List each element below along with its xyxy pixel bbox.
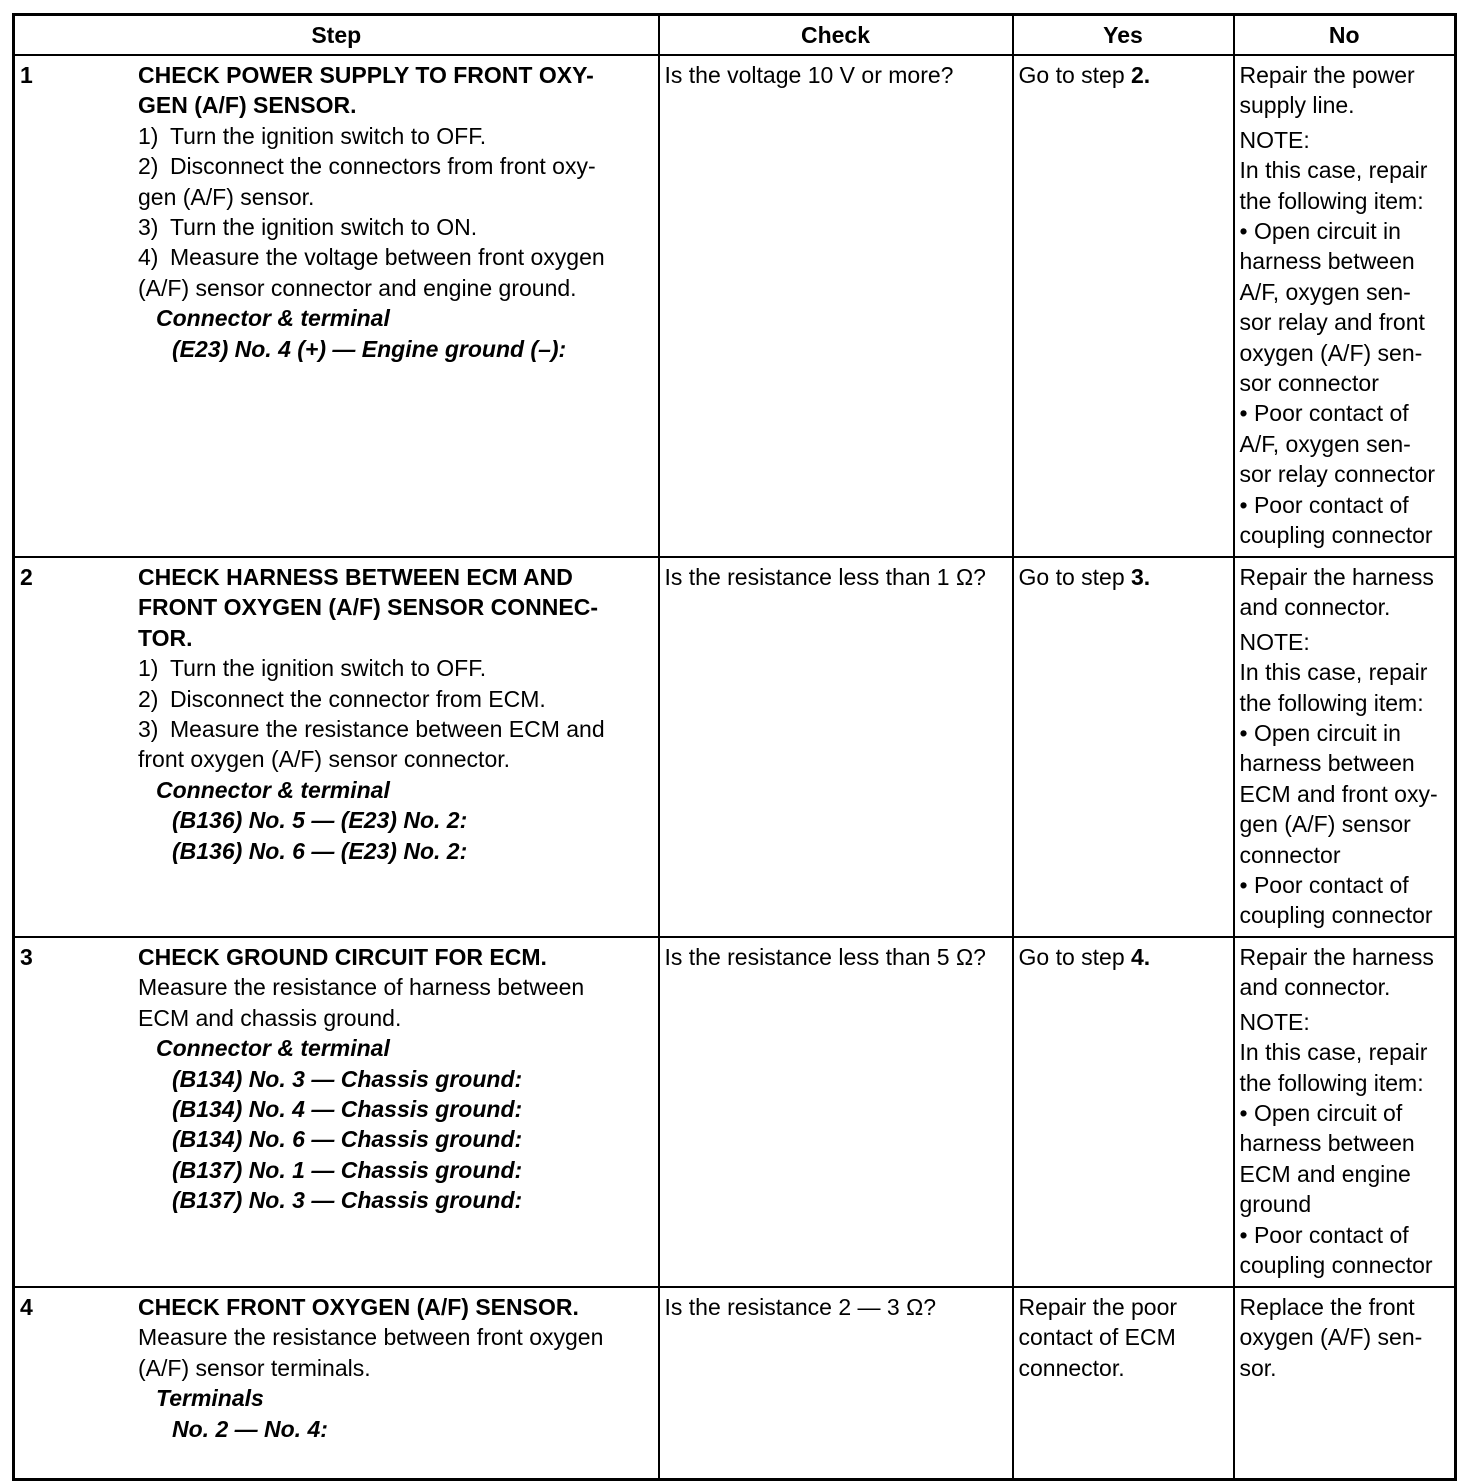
step-instruction-line: ECM and chassis ground. [138,1004,402,1031]
yes-step-ref: 4. [1131,944,1151,970]
table-row [14,55,1456,557]
note-line: harness between [1239,1130,1415,1157]
yes-cell [1013,937,1234,1287]
check-cell: Is the resistance 2 — 3 Ω? [659,1287,1013,1480]
step-instruction-line: Measure the resistance between front oxygen [138,1324,604,1351]
yes-text: Go to step [1018,944,1132,970]
check-cell: Is the resistance less than 5 Ω? [659,937,1013,1287]
terminal-spec: (B134) No. 4 — Chassis ground: [172,1096,523,1123]
note-line: harness between [1239,248,1415,275]
table-row [14,557,1456,937]
note-label: NOTE: [1239,1008,1310,1035]
header-yes: Yes [1013,15,1234,56]
note-line: sor relay and front [1239,309,1425,336]
table-row [14,1287,1456,1480]
note-line: In this case, repair [1239,1039,1428,1066]
header-row [14,15,1456,56]
no-line: Repair the power [1239,62,1415,88]
note-line: • Poor contact of [1239,400,1409,427]
no-line: oxygen (A/F) sen- [1239,1324,1423,1351]
no-line: and connector. [1239,594,1391,621]
step-instruction-line: (A/F) sensor connector and engine ground. [138,274,577,301]
note-label: NOTE: [1239,126,1310,153]
note-line: sor relay connector [1239,461,1436,488]
step-instruction-line: front oxygen (A/F) sensor connector. [138,746,511,773]
note-line: A/F, oxygen sen- [1239,430,1411,457]
step-title-line: FRONT OXYGEN (A/F) SENSOR CONNEC- [138,594,599,621]
step-title-line: GEN (A/F) SENSOR. [138,92,357,119]
step-cell [14,557,659,937]
no-cell [1234,55,1456,557]
no-cell [1234,557,1456,937]
check-cell: Is the voltage 10 V or more? [659,55,1013,557]
step-cell [14,937,659,1287]
step-number: 3 [20,944,33,970]
step-title-line: CHECK POWER SUPPLY TO FRONT OXY- [138,62,594,88]
yes-cell [1013,55,1234,557]
no-line: sor. [1239,1354,1277,1381]
connector-label: Connector & terminal [156,776,390,803]
note-line: the following item: [1239,187,1424,214]
yes-cell [1013,557,1234,937]
no-line: Replace the front [1239,1294,1415,1320]
note-line: ground [1239,1191,1312,1218]
step-cell [14,55,659,557]
header-no: No [1234,15,1456,56]
terminal-spec: (B134) No. 6 — Chassis ground: [172,1126,523,1153]
note-line: • Open circuit in [1239,720,1401,747]
note-line: coupling connector [1239,902,1433,929]
header-check: Check [659,15,1013,56]
step-instruction-line: 3) Measure the resistance between ECM and [138,716,605,743]
note-line: oxygen (A/F) sen- [1239,339,1423,366]
step-number: 4 [20,1294,33,1320]
step-title-line: TOR. [138,624,193,651]
note-line: ECM and front oxy- [1239,780,1438,807]
step-instruction-line: (A/F) sensor terminals. [138,1354,371,1381]
yes-line: contact of ECM [1018,1324,1176,1351]
no-line: Repair the harness [1239,944,1434,970]
step-title-line: CHECK GROUND CIRCUIT FOR ECM. [138,944,547,970]
note-line: • Open circuit in [1239,218,1401,245]
step-body [138,60,653,364]
terminal-spec: (B136) No. 6 — (E23) No. 2: [172,837,468,864]
step-instruction-line: 2) Disconnect the connectors from front oxy- [138,153,596,180]
yes-step-ref: 2. [1131,62,1151,88]
note-line: • Poor contact of [1239,872,1409,899]
yes-step-ref: 3. [1131,564,1151,590]
step-instruction-line: 1) Turn the ignition switch to OFF. [138,122,487,149]
note-line: the following item: [1239,689,1424,716]
step-cell [14,1287,659,1480]
yes-line: Repair the poor [1018,1294,1178,1320]
connector-label: Connector & terminal [156,305,390,332]
note-line: A/F, oxygen sen- [1239,278,1411,305]
note-line: In this case, repair [1239,659,1428,686]
step-instruction-line: 3) Turn the ignition switch to ON. [138,214,478,241]
step-number: 1 [20,62,33,88]
step-body [138,562,653,866]
note-line: • Open circuit of [1239,1100,1403,1127]
note-line: • Poor contact of [1239,1221,1409,1248]
terminal-spec: No. 2 — No. 4: [172,1415,328,1442]
step-instruction-line: 2) Disconnect the connector from ECM. [138,685,546,712]
note-line: gen (A/F) sensor [1239,811,1411,838]
terminals-label: Terminals [156,1385,264,1412]
note-label: NOTE: [1239,628,1310,655]
step-instruction-line: 4) Measure the voltage between front oxygen [138,244,605,271]
note-line: In this case, repair [1239,157,1428,184]
note-line: ECM and engine [1239,1160,1411,1187]
step-instruction-line: 1) Turn the ignition switch to OFF. [138,655,487,682]
no-line: and connector. [1239,974,1391,1001]
no-line: supply line. [1239,92,1355,119]
note-line: sor connector [1239,370,1379,397]
note-line: the following item: [1239,1069,1424,1096]
step-title-line: CHECK FRONT OXYGEN (A/F) SENSOR. [138,1294,579,1320]
terminal-spec: (B137) No. 3 — Chassis ground: [172,1187,523,1214]
no-cell [1234,937,1456,1287]
step-instruction-line: gen (A/F) sensor. [138,183,315,210]
step-instruction-line: Measure the resistance of harness between [138,974,585,1001]
terminal-spec: (B137) No. 1 — Chassis ground: [172,1156,523,1183]
step-title-line: CHECK HARNESS BETWEEN ECM AND [138,564,573,590]
yes-line: connector. [1018,1354,1125,1381]
yes-text: Go to step [1018,564,1132,590]
yes-text: Go to step [1018,62,1132,88]
terminal-spec: (E23) No. 4 (+) — Engine ground (–): [172,335,567,362]
terminal-spec: (B136) No. 5 — (E23) No. 2: [172,807,468,834]
no-cell [1234,1287,1456,1480]
check-cell: Is the resistance less than 1 Ω? [659,557,1013,937]
no-line: Repair the harness [1239,564,1434,590]
note-line: harness between [1239,750,1415,777]
table-row [14,937,1456,1287]
note-line: • Poor contact of [1239,491,1409,518]
diagnostic-table [12,13,1457,1481]
note-line: coupling connector [1239,1252,1433,1279]
yes-cell [1013,1287,1234,1480]
step-number: 2 [20,564,33,590]
terminal-spec: (B134) No. 3 — Chassis ground: [172,1065,523,1092]
connector-label: Connector & terminal [156,1035,390,1062]
step-body [138,1292,653,1444]
step-body [138,942,653,1216]
header-step: Step [14,15,659,56]
note-line: connector [1239,841,1341,868]
note-line: coupling connector [1239,522,1433,549]
